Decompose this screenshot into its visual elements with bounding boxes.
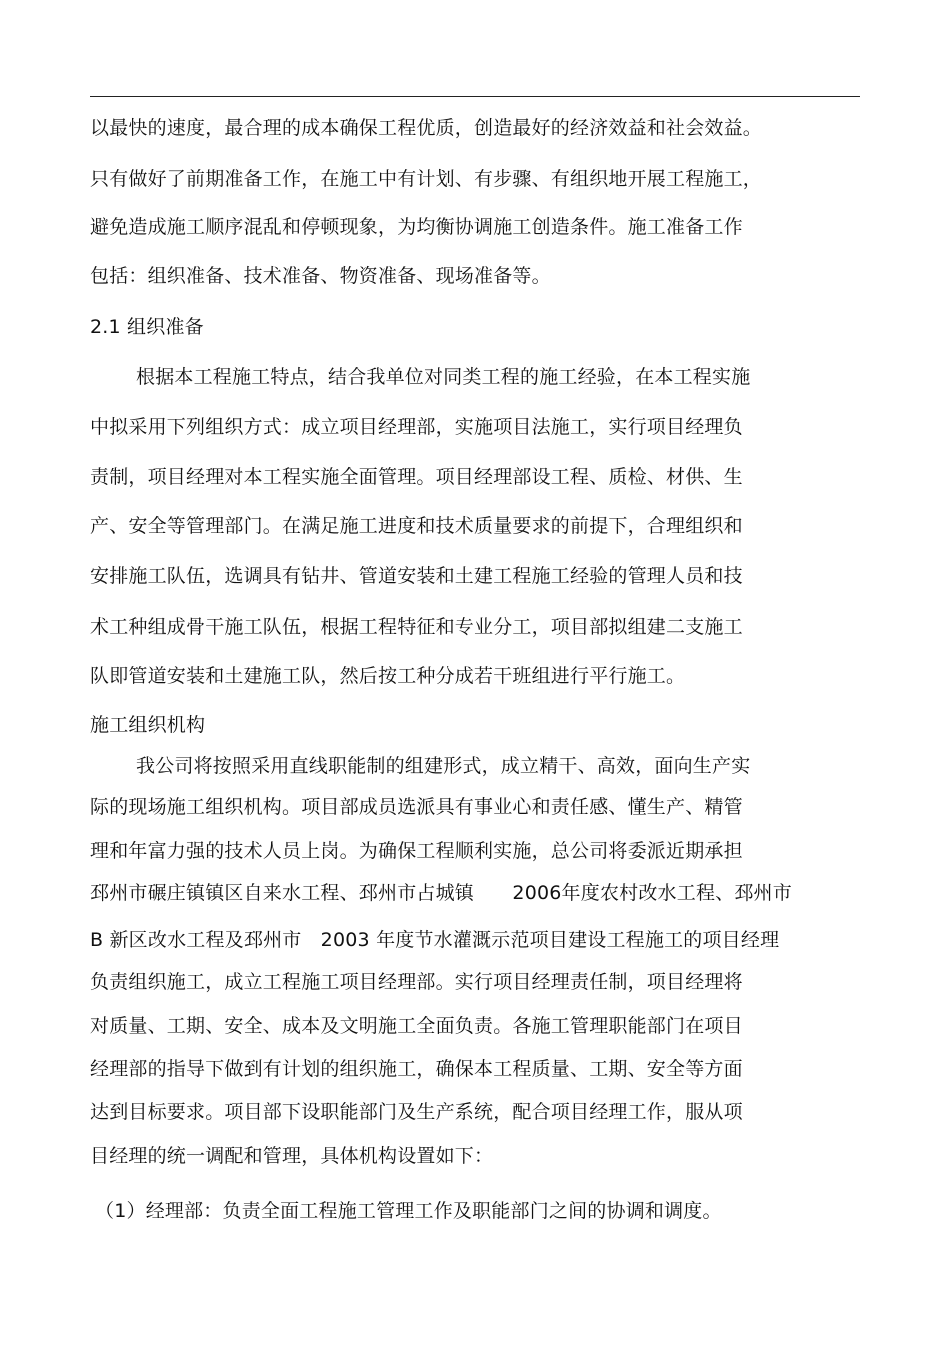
paragraph-line: B 新区改水工程及邳州市 2003 年度节水灌溉示范项目建设工程施工的项目经理	[90, 929, 780, 951]
paragraph-line: 产、安全等管理部门。在满足施工进度和技术质量要求的前提下，合理组织和	[90, 515, 743, 537]
paragraph-line: 理和年富力强的技术人员上岗。为确保工程顺利实施，总公司将委派近期承担	[90, 840, 743, 862]
paragraph-line: 我公司将按照采用直线职能制的组建形式，成立精干、高效，面向生产实	[136, 755, 751, 777]
paragraph-line: 以最快的速度，最合理的成本确保工程优质，创造最好的经济效益和社会效益。	[90, 117, 763, 139]
paragraph-line: 责制，项目经理对本工程实施全面管理。项目经理部设工程、质检、材供、生	[90, 466, 743, 488]
paragraph-line: 中拟采用下列组织方式：成立项目经理部，实施项目法施工，实行项目经理负	[90, 416, 743, 438]
paragraph-line: 际的现场施工组织机构。项目部成员选派具有事业心和责任感、懂生产、精管	[90, 796, 743, 818]
paragraph-line: 包括：组织准备、技术准备、物资准备、现场准备等。	[90, 265, 551, 287]
paragraph-line: 避免造成施工顺序混乱和停顿现象，为均衡协调施工创造条件。施工准备工作	[90, 216, 743, 238]
paragraph-line: 目经理的统一调配和管理，具体机构设置如下：	[90, 1145, 494, 1167]
subsection-heading: 施工组织机构	[90, 714, 206, 736]
section-heading: 2.1 组织准备	[90, 316, 204, 338]
paragraph-line: 达到目标要求。项目部下设职能部门及生产系统，配合项目经理工作，服从项	[90, 1101, 743, 1123]
paragraph-line: 根据本工程施工特点，结合我单位对同类工程的施工经验，在本工程实施	[136, 366, 751, 388]
paragraph-line: 术工种组成骨干施工队伍，根据工程特征和专业分工，项目部拟组建二支施工	[90, 616, 743, 638]
paragraph-line: 负责组织施工，成立工程施工项目经理部。实行项目经理责任制，项目经理将	[90, 971, 743, 993]
paragraph-line: 对质量、工期、安全、成本及文明施工全面负责。各施工管理职能部门在项目	[90, 1015, 743, 1037]
paragraph-line: 安排施工队伍，选调具有钻井、管道安装和土建工程施工经验的管理人员和技	[90, 565, 743, 587]
paragraph-line: 邳州市碾庄镇镇区自来水工程、邳州市占城镇 2006年度农村改水工程、邳州市	[90, 882, 792, 904]
paragraph-line: 经理部的指导下做到有计划的组织施工，确保本工程质量、工期、安全等方面	[90, 1058, 743, 1080]
header-rule	[90, 96, 860, 97]
paragraph-line: 队即管道安装和土建施工队，然后按工种分成若干班组进行平行施工。	[90, 665, 686, 687]
list-item: （1）经理部：负责全面工程施工管理工作及职能部门之间的协调和调度。	[95, 1200, 722, 1222]
paragraph-line: 只有做好了前期准备工作，在施工中有计划、有步骤、有组织地开展工程施工，	[90, 168, 763, 190]
